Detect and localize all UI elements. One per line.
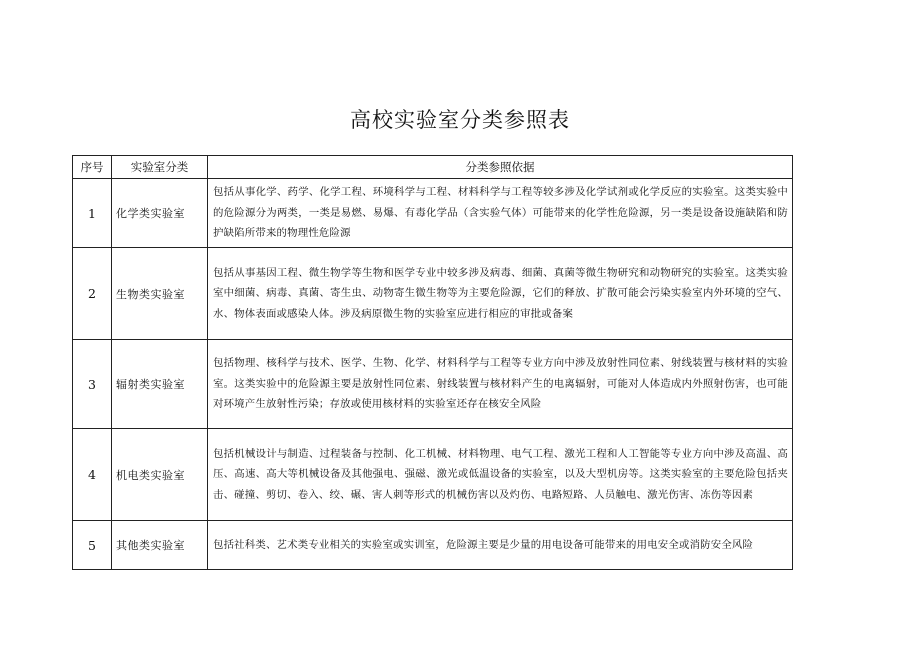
table-row [73,248,793,340]
classification-table [72,155,793,570]
row-number: 4 [73,429,112,521]
row-category: 生物类实验室 [112,248,208,340]
row-category: 辐射类实验室 [112,340,208,429]
header-serial-number: 序号 [73,156,112,179]
row-basis: 包括从事基因工程、微生物学等生物和医学专业中较多涉及病毒、细菌、真菌等微生物研究和动物研究的实验室。这类实验室中细菌、病毒、真菌、寄生虫、动物寄生微生物等为主要危险源，它们的释放、扩散可能会污染实验室内外环境的空气、水、物体表面或感染人体。涉及病原微生物的实验室应进行相应的审批或备案 [208,248,793,340]
table-row [73,429,793,521]
table-row [73,179,793,248]
header-classification-basis: 分类参照依据 [208,156,793,179]
row-number: 1 [73,179,112,248]
table-row [73,340,793,429]
row-category: 化学类实验室 [112,179,208,248]
row-number: 2 [73,248,112,340]
row-basis: 包括物理、核科学与技术、医学、生物、化学、材料科学与工程等专业方向中涉及放射性同位素、射线装置与核材料的实验室。这类实验中的危险源主要是放射性同位素、射线装置与核材料产生的电离辐射，可能对人体造成内外照射伤害，也可能对环境产生放射性污染；存放或使用核材料的实验室还存在核安全风险 [208,340,793,429]
row-basis: 包括社科类、艺术类专业相关的实验室或实训室，危险源主要是少量的用电设备可能带来的用电安全或消防安全风险 [208,521,793,570]
row-basis: 包括从事化学、药学、化学工程、环境科学与工程、材料科学与工程等较多涉及化学试剂或化学反应的实验室。这类实验中的危险源分为两类，一类是易燃、易爆、有毒化学品（含实验气体）可能带来的化学性危险源，另一类是设备设施缺陷和防护缺陷所带来的物理性危险源 [208,179,793,248]
table-header-row [73,156,793,179]
page-title: 高校实验室分类参照表 [350,108,570,132]
header-lab-category: 实验室分类 [112,156,208,179]
row-category: 其他类实验室 [112,521,208,570]
row-number: 5 [73,521,112,570]
table-row [73,521,793,570]
row-number: 3 [73,340,112,429]
row-basis: 包括机械设计与制造、过程装备与控制、化工机械、材料物理、电气工程、激光工程和人工智能等专业方向中涉及高温、高压、高速、高大等机械设备及其他强电、强磁、激光或低温设备的实验室，以及大型机房等。这类实验室的主要危险包括夹击、碰撞、剪切、卷入、绞、碾、害人刺等形式的机械伤害以及灼伤、电路短路、人员触电、激光伤害、冻伤等因素 [208,429,793,521]
row-category: 机电类实验室 [112,429,208,521]
